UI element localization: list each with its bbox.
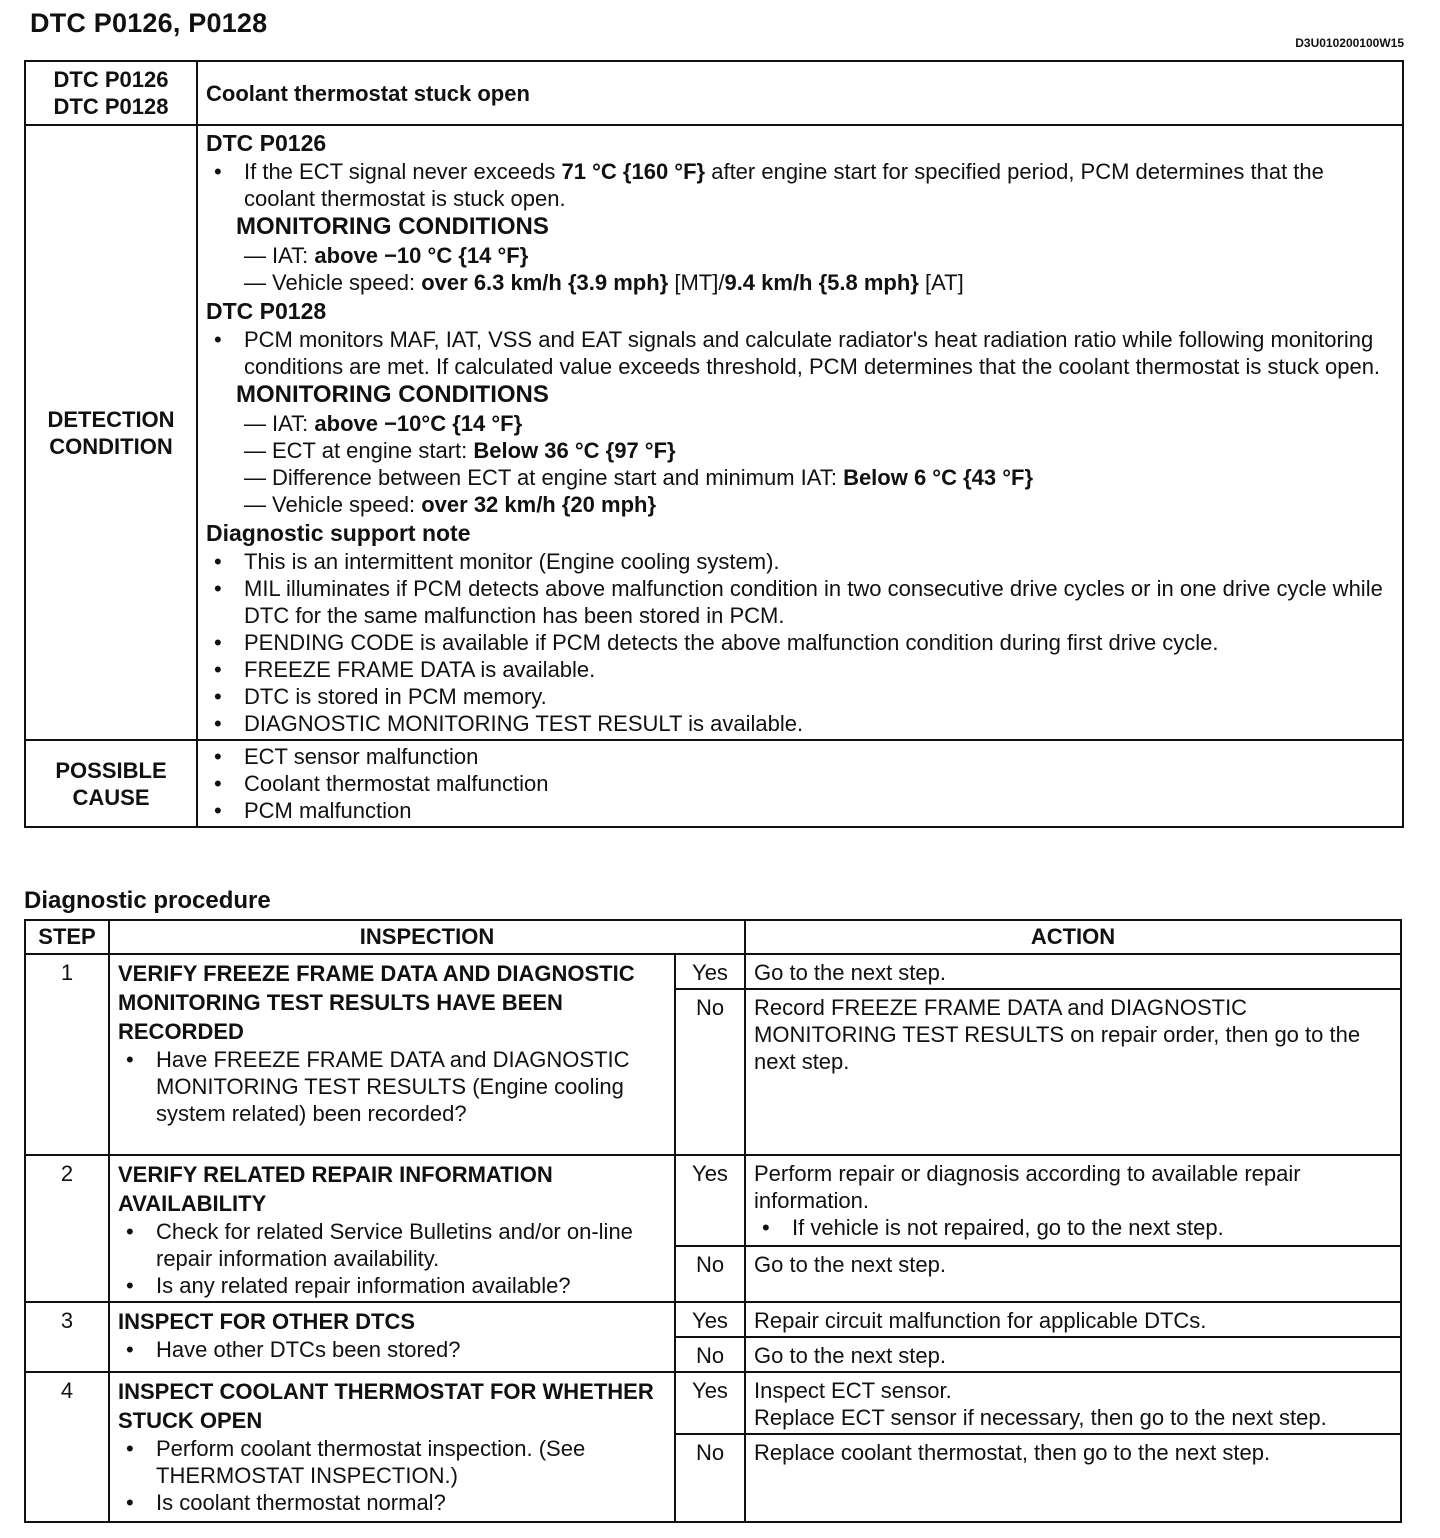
possible-cause-item: • PCM malfunction [206, 797, 1394, 824]
step-row [25, 1302, 1401, 1337]
support-note-item: • DIAGNOSTIC MONITORING TEST RESULT is available. [206, 710, 1394, 737]
inspection-bullet: • Check for related Service Bulletins and/or on-line repair information availability. [118, 1218, 666, 1272]
column-header-step: STEP [25, 920, 109, 954]
p0126-condition-speed: — Vehicle speed: over 6.3 km/h {3.9 mph} [MT]/9.4 km/h {5.8 mph} [AT] [244, 270, 964, 295]
yes-label: Yes [675, 1302, 745, 1337]
page-title: DTC P0126, P0128 [30, 8, 268, 38]
inspection-heading: INSPECT FOR OTHER DTCS [118, 1309, 416, 1334]
possible-cause-label: POSSIBLE CAUSE [25, 740, 197, 827]
dtc-description: Coolant thermostat stuck open [197, 61, 1403, 125]
detection-condition-row [25, 125, 1403, 740]
yes-action: Repair circuit malfunction for applicable DTCs. [745, 1302, 1401, 1337]
no-label: No [675, 989, 745, 1155]
step-number: 2 [25, 1155, 109, 1302]
yes-action: Go to the next step. [745, 954, 1401, 989]
step-number: 3 [25, 1302, 109, 1372]
step-inspection [109, 1372, 675, 1522]
inspection-heading: VERIFY FREEZE FRAME DATA AND DIAGNOSTIC MONITORING TEST RESULTS HAVE BEEN RECORDED [118, 961, 635, 1044]
inspection-heading: INSPECT COOLANT THERMOSTAT FOR WHETHER STUCK OPEN [118, 1379, 654, 1433]
dtc-code-p0128: DTC P0128 [53, 94, 169, 119]
yes-action: Inspect ECT sensor. Replace ECT sensor if necessary, then go to the next step. [745, 1372, 1401, 1434]
inspection-bullet: • Is coolant thermostat normal? [118, 1489, 666, 1516]
step-inspection [109, 1155, 675, 1302]
step-inspection [109, 1302, 675, 1372]
p0128-condition: — Vehicle speed: over 32 km/h {20 mph} [244, 492, 657, 517]
procedure-title: Diagnostic procedure [24, 887, 271, 914]
inspection-bullet: • Have FREEZE FRAME DATA and DIAGNOSTIC MONITORING TEST RESULTS (Engine cooling system related) been recorded? [118, 1046, 666, 1127]
p0126-bullet: • If the ECT signal never exceeds 71 °C {160 °F} after engine start for specified period, PCM determines that the coolant thermostat is stuck open. [206, 158, 1394, 212]
action-bullet: • If vehicle is not repaired, go to the next step. [754, 1214, 1392, 1241]
no-label: No [675, 1434, 745, 1522]
possible-cause-item: • ECT sensor malfunction [206, 743, 1394, 770]
p0126-bullets [206, 158, 1394, 212]
possible-cause-item: • Coolant thermostat malfunction [206, 770, 1394, 797]
step-row [25, 1155, 1401, 1246]
p0126-heading: DTC P0126 [206, 130, 327, 156]
step-inspection [109, 954, 675, 1155]
p0128-bullets [206, 326, 1394, 380]
possible-cause-content [197, 740, 1403, 827]
dtc-info-table [24, 60, 1404, 828]
procedure-header-row [25, 920, 1401, 954]
support-note-item: • MIL illuminates if PCM detects above malfunction condition in two consecutive drive cycles or in one drive cycle while DTC for the same malfunction has been stored in PCM. [206, 575, 1394, 629]
dtc-header-row [25, 61, 1403, 125]
no-action: Go to the next step. [745, 1246, 1401, 1302]
yes-action: Perform repair or diagnosis according to available repair information. • If vehicle is not repaired, go to the next step. [745, 1155, 1401, 1246]
p0126-condition-iat: — IAT: above −10 °C {14 °F} [244, 243, 529, 268]
support-note-item: • This is an intermittent monitor (Engine cooling system). [206, 548, 1394, 575]
detection-condition-label: DETECTION CONDITION [25, 125, 197, 740]
step-number: 4 [25, 1372, 109, 1522]
inspection-bullet: • Is any related repair information available? [118, 1272, 666, 1299]
support-note-item: • DTC is stored in PCM memory. [206, 683, 1394, 710]
yes-label: Yes [675, 1155, 745, 1246]
possible-cause-row [25, 740, 1403, 827]
inspection-bullet: • Have other DTCs been stored? [118, 1336, 666, 1363]
document-code: D3U010200100W15 [1295, 36, 1404, 50]
p0128-condition: — IAT: above −10°C {14 °F} [244, 411, 523, 436]
step-row [25, 954, 1401, 989]
no-action: Replace coolant thermostat, then go to the next step. [745, 1434, 1401, 1522]
inspection-heading: VERIFY RELATED REPAIR INFORMATION AVAILABILITY [118, 1162, 553, 1216]
no-action: Record FREEZE FRAME DATA and DIAGNOSTIC MONITORING TEST RESULTS on repair order, then go to the next step. [745, 989, 1401, 1155]
p0126-monitoring-heading: MONITORING CONDITIONS [236, 213, 549, 240]
no-action: Go to the next step. [745, 1337, 1401, 1372]
p0128-bullet: • PCM monitors MAF, IAT, VSS and EAT signals and calculate radiator's heat radiation ratio while following monitoring conditions are met. If calculated value exceeds threshold, PCM determines that the coolant thermostat is stuck open. [206, 326, 1394, 380]
p0128-condition: — Difference between ECT at engine start and minimum IAT: Below 6 °C {43 °F} [244, 465, 1034, 490]
procedure-table [24, 919, 1402, 1523]
yes-label: Yes [675, 954, 745, 989]
detection-condition-content [197, 125, 1403, 740]
yes-label: Yes [675, 1372, 745, 1434]
dtc-code-p0126: DTC P0126 [53, 67, 169, 92]
p0128-monitoring-heading: MONITORING CONDITIONS [236, 381, 549, 408]
p0128-heading: DTC P0128 [206, 298, 327, 324]
possible-cause-list [206, 743, 1394, 824]
no-label: No [675, 1337, 745, 1372]
support-note-item: • FREEZE FRAME DATA is available. [206, 656, 1394, 683]
column-header-inspection: INSPECTION [109, 920, 745, 954]
step-number: 1 [25, 954, 109, 1155]
no-label: No [675, 1246, 745, 1302]
inspection-bullet: • Perform coolant thermostat inspection. (See THERMOSTAT INSPECTION.) [118, 1435, 666, 1489]
p0128-condition: — ECT at engine start: Below 36 °C {97 °F} [244, 438, 676, 463]
support-note-item: • PENDING CODE is available if PCM detects the above malfunction condition during first drive cycle. [206, 629, 1394, 656]
column-header-action: ACTION [745, 920, 1401, 954]
step-row [25, 1372, 1401, 1434]
support-note-heading: Diagnostic support note [206, 520, 471, 546]
support-note-list [206, 548, 1394, 737]
dtc-codes-cell [25, 61, 197, 125]
